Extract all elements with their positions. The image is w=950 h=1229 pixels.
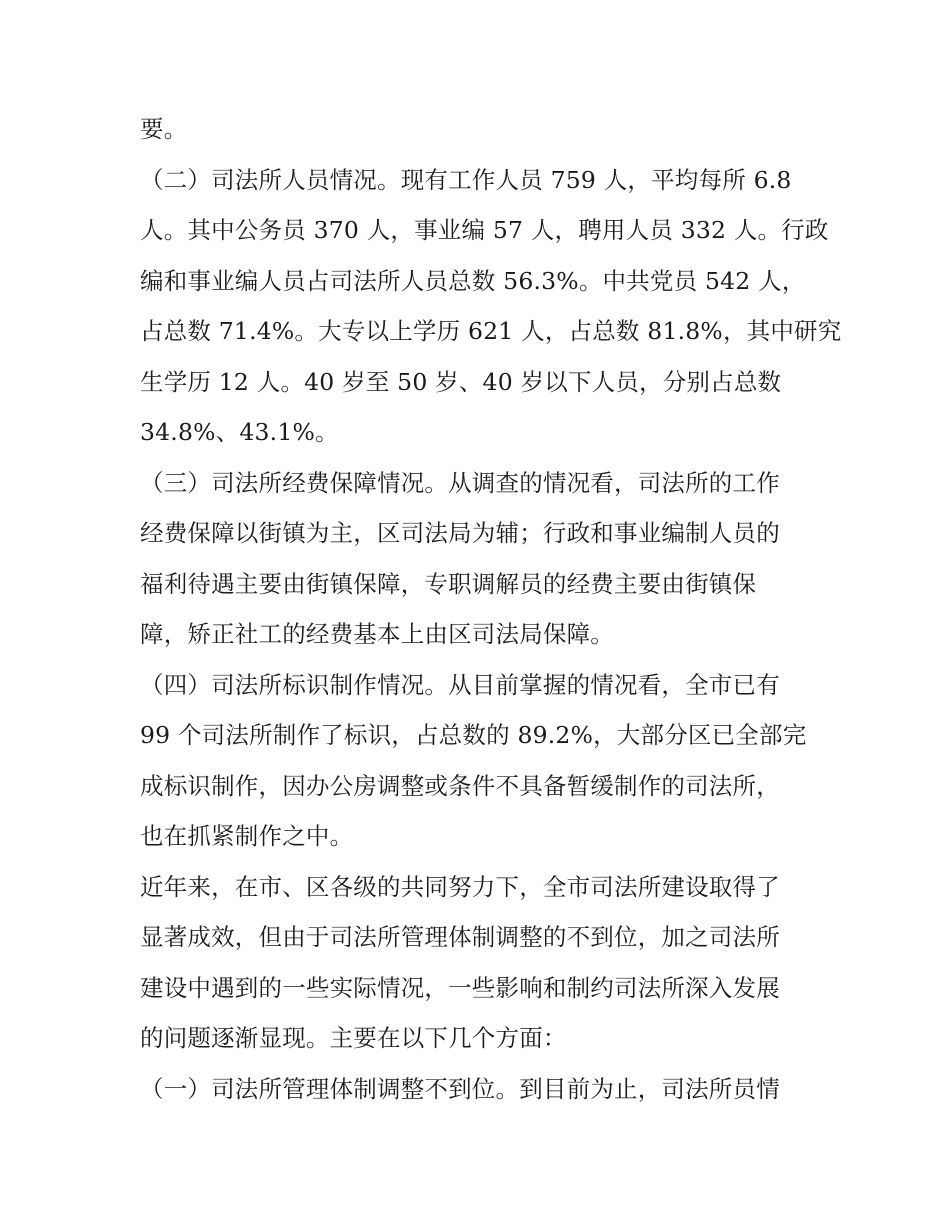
text-line: （三）司法所经费保障情况。从调查的情况看，司法所的工作 xyxy=(140,468,780,497)
text-line: 编和事业编人员占司法所人员总数 56.3%。中共党员 542 人， xyxy=(140,266,806,295)
text-line: 34.8%、43.1%。 xyxy=(140,418,339,446)
document-body xyxy=(140,104,842,1114)
text-line: 也在抓紧制作之中。 xyxy=(140,822,354,850)
paragraph-personnel xyxy=(140,155,842,458)
text-line: （四）司法所标识制作情况。从目前掌握的情况看，全市已有 xyxy=(140,670,780,699)
text-line: 成标识制作，因办公房调整或条件不具备暂缓制作的司法所， xyxy=(140,771,780,800)
text-line: 要。 xyxy=(140,115,188,143)
text-line: （二）司法所人员情况。现有工作人员 759 人，平均每所 6.8 xyxy=(140,165,792,194)
text-line: 人。其中公务员 370 人，事业编 57 人，聘用人员 332 人。行政 xyxy=(140,216,829,244)
text-line: 显著成效，但由于司法所管理体制调整的不到位，加之司法所 xyxy=(140,923,780,951)
text-line: 的问题逐渐显现。主要在以下几个方面： xyxy=(140,1024,567,1052)
text-line: 占总数 71.4%。大专以上学历 621 人，占总数 81.8%，其中研究 xyxy=(140,317,842,345)
text-line: 近年来，在市、区各级的共同努力下，全市司法所建设取得了 xyxy=(140,872,780,901)
text-line: 福利待遇主要由街镇保障，专职调解员的经费主要由街镇保 xyxy=(140,569,757,598)
text-line: 建设中遇到的一些实际情况，一些影响和制约司法所深入发展 xyxy=(140,973,780,1002)
text-line: 经费保障以街镇为主，区司法局为辅；行政和事业编制人员的 xyxy=(140,519,780,547)
paragraph-signage xyxy=(140,660,812,862)
paragraph-continuation xyxy=(140,104,812,155)
text-line: 生学历 12 人。40 岁至 50 岁、40 岁以下人员，分别占总数 xyxy=(140,367,782,396)
text-line: 障，矫正社工的经费基本上由区司法局保障。 xyxy=(140,620,614,648)
paragraph-management-system xyxy=(140,1064,812,1115)
paragraph-problems-intro xyxy=(140,862,812,1064)
text-line: 99 个司法所制作了标识，占总数的 89.2%，大部分区已全部完 xyxy=(140,721,807,749)
paragraph-funding xyxy=(140,458,812,660)
text-line: （一）司法所管理体制调整不到位。到目前为止，司法所员情 xyxy=(140,1074,780,1103)
